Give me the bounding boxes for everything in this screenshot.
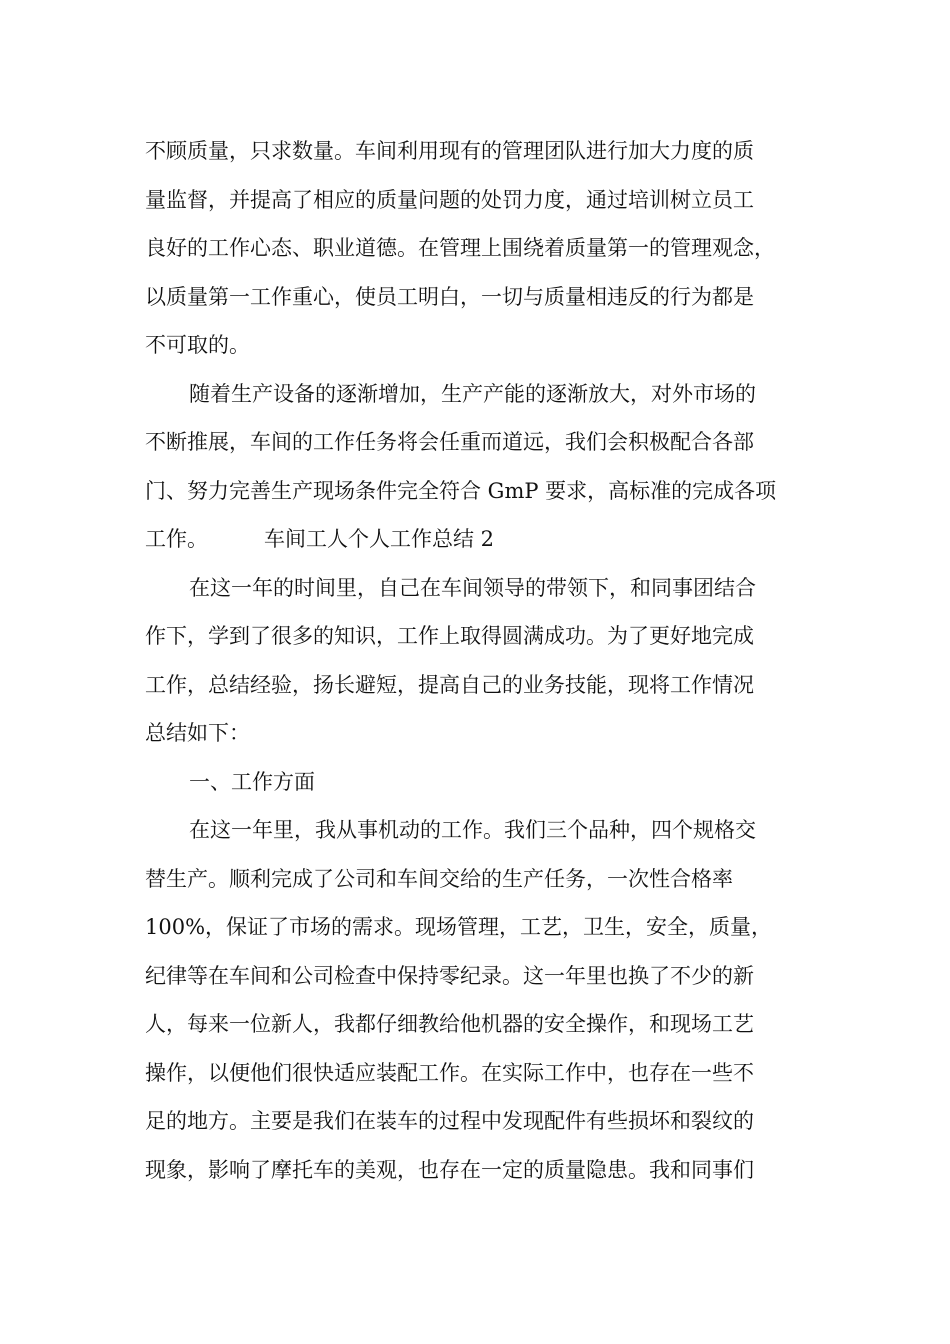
text-line: 操作，以便他们很快适应装配工作。在实际工作中，也存在一些不 bbox=[145, 1060, 754, 1085]
text-line: 量监督，并提高了相应的质量问题的处罚力度，通过培训树立员工 bbox=[145, 187, 754, 212]
text-line-end: 工作。 bbox=[145, 527, 208, 551]
text-line: 良好的工作心态、职业道德。在管理上围绕着质量第一的管理观念， bbox=[145, 236, 775, 260]
paragraph-2 bbox=[145, 370, 825, 564]
paragraph-1 bbox=[145, 127, 825, 370]
text-line: 以质量第一工作重心，使员工明白，一切与质量相违反的行为都是 bbox=[145, 284, 754, 309]
document-page bbox=[145, 127, 825, 1194]
text-line: 门、努力完善生产现场条件完全符合 GmP 要求，高标准的完成各项 bbox=[145, 478, 777, 503]
text-line: 替生产。顺利完成了公司和车间交给的生产任务，一次性合格率 bbox=[145, 866, 733, 891]
text-line: 工作，总结经验，扬长避短，提高自己的业务技能，现将工作情况 bbox=[145, 672, 754, 697]
subsection-heading: 一、工作方面 bbox=[189, 769, 315, 794]
paragraph-5 bbox=[145, 806, 825, 1194]
text-line: 现象，影响了摩托车的美观，也存在一定的质量隐患。我和同事们 bbox=[145, 1157, 754, 1182]
text-line: 在这一年里，我从事机动的工作。我们三个品种，四个规格交 bbox=[189, 818, 756, 842]
text-line: 总结如下： bbox=[145, 721, 250, 745]
text-line: 100%，保证了市场的需求。现场管理，工艺，卫生，安全，质量， bbox=[145, 915, 773, 939]
paragraph-3 bbox=[145, 564, 825, 758]
text-line: 不顾质量，只求数量。车间利用现有的管理团队进行加大力度的质 bbox=[145, 139, 754, 163]
text-line: 纪律等在车间和公司检查中保持零纪录。这一年里也换了不少的新 bbox=[145, 963, 754, 988]
text-line bbox=[145, 515, 825, 564]
text-line: 随着生产设备的逐渐增加，生产产能的逐渐放大，对外市场的 bbox=[189, 381, 756, 406]
paragraph-4 bbox=[145, 758, 825, 807]
text-line: 作下，学到了很多的知识，工作上取得圆满成功。为了更好地完成 bbox=[145, 624, 754, 648]
text-line: 不可取的。 bbox=[145, 333, 250, 357]
text-line: 人，每来一位新人，我都仔细教给他机器的安全操作，和现场工艺 bbox=[145, 1012, 754, 1036]
text-line: 不断推展，车间的工作任务将会任重而道远，我们会积极配合各部 bbox=[145, 430, 754, 454]
text-line: 足的地方。主要是我们在装车的过程中发现配件有些损坏和裂纹的 bbox=[145, 1109, 754, 1133]
text-line: 在这一年的时间里，自己在车间领导的带领下，和同事团结合 bbox=[189, 575, 756, 600]
section-heading: 车间工人个人工作总结 2 bbox=[264, 527, 495, 551]
